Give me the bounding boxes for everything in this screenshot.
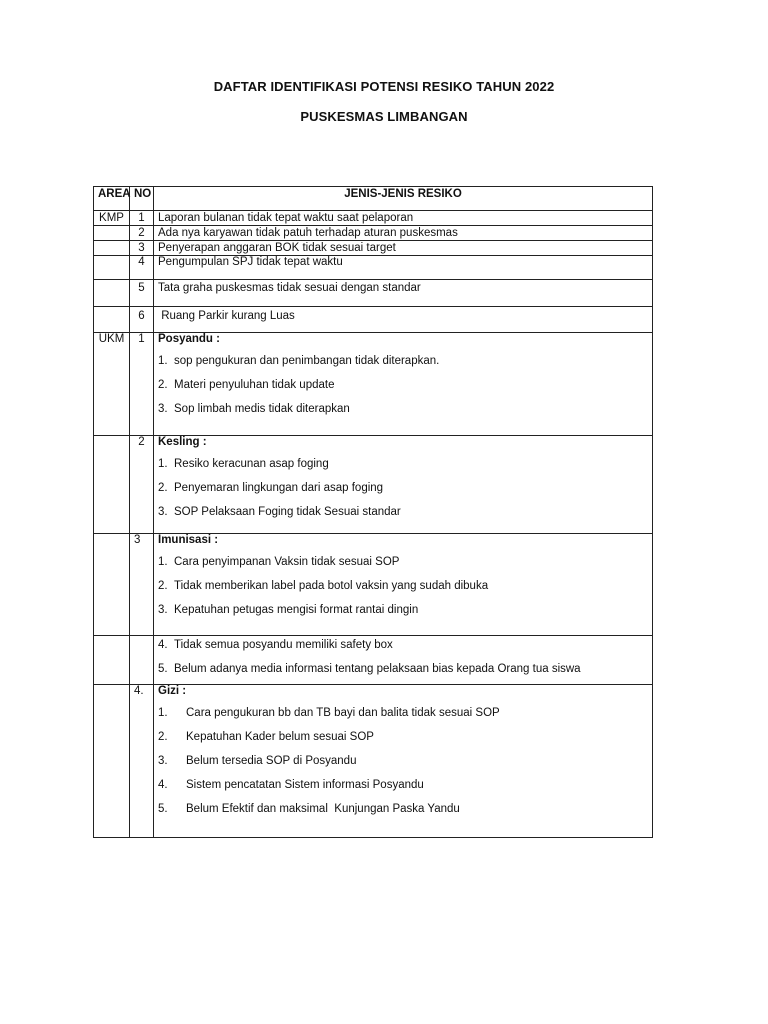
list-item: 3. Sop limbah medis tidak diterapkan	[158, 403, 350, 415]
list-item: 3. SOP Pelaksaan Foging tidak Sesuai standar	[158, 506, 401, 518]
risk-cell: Pengumpulan SPJ tidak tepat waktu	[154, 256, 653, 280]
table-row	[94, 241, 653, 256]
risk-cell: Penyerapan anggaran BOK tidak sesuai target	[154, 241, 653, 256]
list-item: 1. Cara penyimpanan Vaksin tidak sesuai SOP	[158, 556, 400, 568]
no-cell: 6	[130, 307, 154, 333]
header-risk: JENIS-JENIS RESIKO	[154, 187, 653, 211]
list-item: 5. Belum adanya media informasi tentang pelaksaan bias kepada Orang tua siswa	[158, 663, 581, 675]
risk-cell: Ada nya karyawan tidak patuh terhadap aturan puskesmas	[154, 226, 653, 241]
header-area: AREA	[94, 187, 130, 211]
table-row	[94, 211, 653, 226]
table-row	[94, 307, 653, 333]
list-item: 1. sop pengukuran dan penimbangan tidak diterapkan.	[158, 355, 440, 367]
no-cell: 4	[130, 256, 154, 280]
group-heading: Gizi :	[158, 685, 187, 697]
list-item: 3. Kepatuhan petugas mengisi format rantai dingin	[158, 604, 419, 616]
document-title: DAFTAR IDENTIFIKASI POTENSI RESIKO TAHUN 2022	[213, 79, 555, 94]
risk-cell: Laporan bulanan tidak tepat waktu saat pelaporan	[154, 211, 653, 226]
table-row	[94, 685, 653, 838]
list-item: 4. Tidak semua posyandu memiliki safety box	[158, 639, 393, 651]
list-item: 3. Belum tersedia SOP di Posyandu	[158, 755, 357, 767]
no-cell: 2	[130, 226, 154, 241]
group-heading: Posyandu :	[158, 333, 220, 345]
list-item: 5. Belum Efektif dan maksimal Kunjungan Paska Yandu	[158, 803, 460, 815]
no-cell: 5	[130, 280, 154, 307]
table-header-row	[94, 187, 653, 211]
no-cell: 4.	[130, 685, 154, 838]
area-cell: KMP	[94, 211, 130, 226]
area-cell: UKM	[94, 333, 130, 436]
no-cell: 1	[130, 211, 154, 226]
group-heading: Imunisasi :	[158, 534, 219, 546]
list-item: 1. Resiko keracunan asap foging	[158, 458, 329, 470]
list-item: 1. Cara pengukuran bb dan TB bayi dan balita tidak sesuai SOP	[158, 707, 500, 719]
table-row	[94, 436, 653, 534]
risk-cell: Tata graha puskesmas tidak sesuai dengan standar	[154, 280, 653, 307]
table-row	[94, 226, 653, 241]
table-row	[94, 534, 653, 636]
no-cell: 2	[130, 436, 154, 534]
table-row	[94, 636, 653, 685]
no-cell: 3	[130, 534, 154, 636]
table-row	[94, 256, 653, 280]
list-item: 2. Materi penyuluhan tidak update	[158, 379, 335, 391]
no-cell: 1	[130, 333, 154, 436]
risk-cell: Ruang Parkir kurang Luas	[154, 307, 653, 333]
no-cell: 3	[130, 241, 154, 256]
list-item: 2. Tidak memberikan label pada botol vaksin yang sudah dibuka	[158, 580, 489, 592]
risk-table	[93, 186, 653, 838]
group-heading: Kesling :	[158, 436, 207, 448]
list-item: 2. Kepatuhan Kader belum sesuai SOP	[158, 731, 374, 743]
header-no: NO	[130, 187, 154, 211]
document-subtitle: PUSKESMAS LIMBANGAN	[300, 109, 468, 124]
list-item: 4. Sistem pencatatan Sistem informasi Posyandu	[158, 779, 424, 791]
table-row	[94, 280, 653, 307]
table-row	[94, 333, 653, 436]
list-item: 2. Penyemaran lingkungan dari asap foging	[158, 482, 384, 494]
